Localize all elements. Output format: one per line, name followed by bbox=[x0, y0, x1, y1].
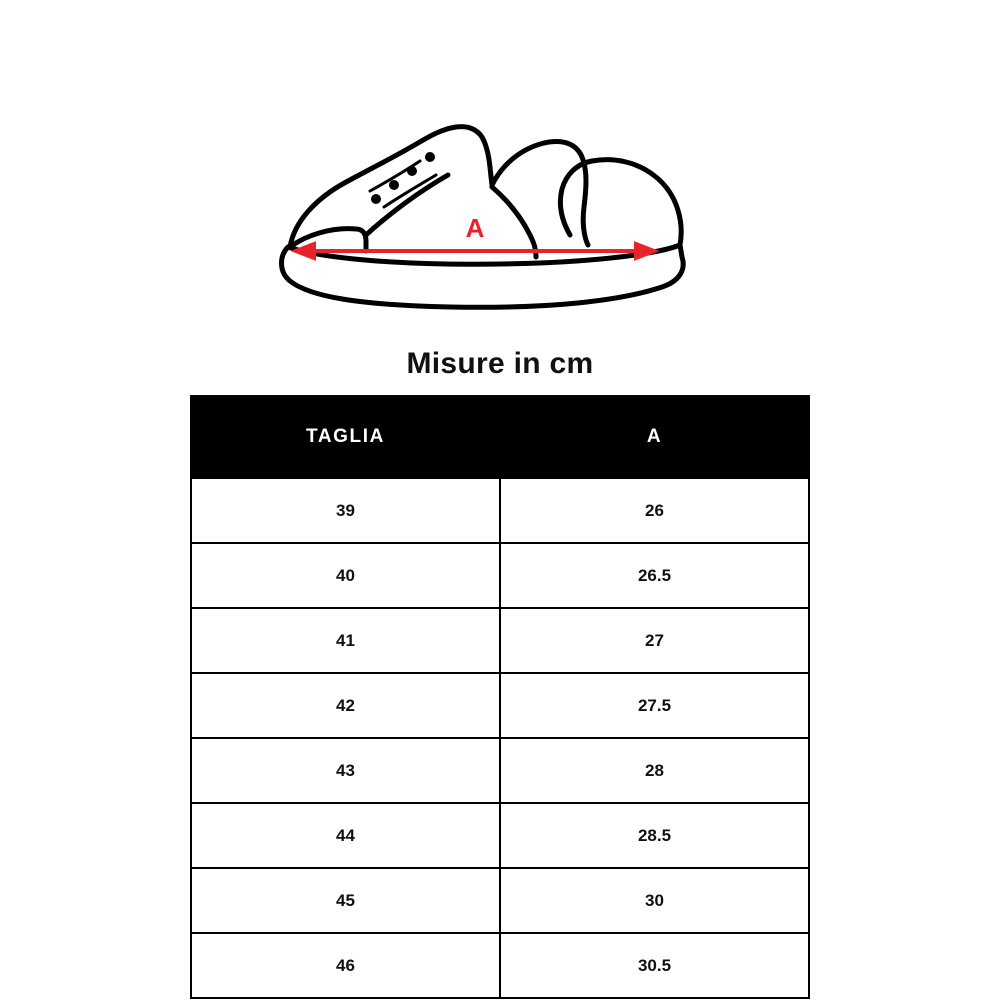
sneaker-icon bbox=[270, 95, 730, 325]
cell-size: 45 bbox=[191, 868, 500, 933]
cell-length: 28.5 bbox=[500, 803, 809, 868]
cell-size: 39 bbox=[191, 478, 500, 543]
table-row bbox=[191, 868, 809, 933]
cell-length: 30 bbox=[500, 868, 809, 933]
table-row bbox=[191, 543, 809, 608]
table-row bbox=[191, 803, 809, 868]
cell-size: 41 bbox=[191, 608, 500, 673]
shoe-diagram bbox=[270, 95, 730, 325]
cell-length: 26 bbox=[500, 478, 809, 543]
cell-size: 46 bbox=[191, 933, 500, 998]
cell-length: 26.5 bbox=[500, 543, 809, 608]
measurement-label-a: A bbox=[465, 213, 485, 243]
table-row bbox=[191, 673, 809, 738]
cell-size: 40 bbox=[191, 543, 500, 608]
cell-size: 43 bbox=[191, 738, 500, 803]
chart-title: Misure in cm bbox=[406, 347, 594, 380]
cell-length: 27.5 bbox=[500, 673, 809, 738]
table-row bbox=[191, 933, 809, 998]
cell-size: 42 bbox=[191, 673, 500, 738]
column-header-a: A bbox=[500, 396, 809, 478]
size-table bbox=[190, 395, 810, 999]
cell-length: 27 bbox=[500, 608, 809, 673]
cell-length: 28 bbox=[500, 738, 809, 803]
cell-length: 30.5 bbox=[500, 933, 809, 998]
cell-size: 44 bbox=[191, 803, 500, 868]
table-row bbox=[191, 478, 809, 543]
table-header-row bbox=[191, 396, 809, 478]
table-row bbox=[191, 608, 809, 673]
table-row bbox=[191, 738, 809, 803]
column-header-taglia: TAGLIA bbox=[191, 396, 500, 478]
